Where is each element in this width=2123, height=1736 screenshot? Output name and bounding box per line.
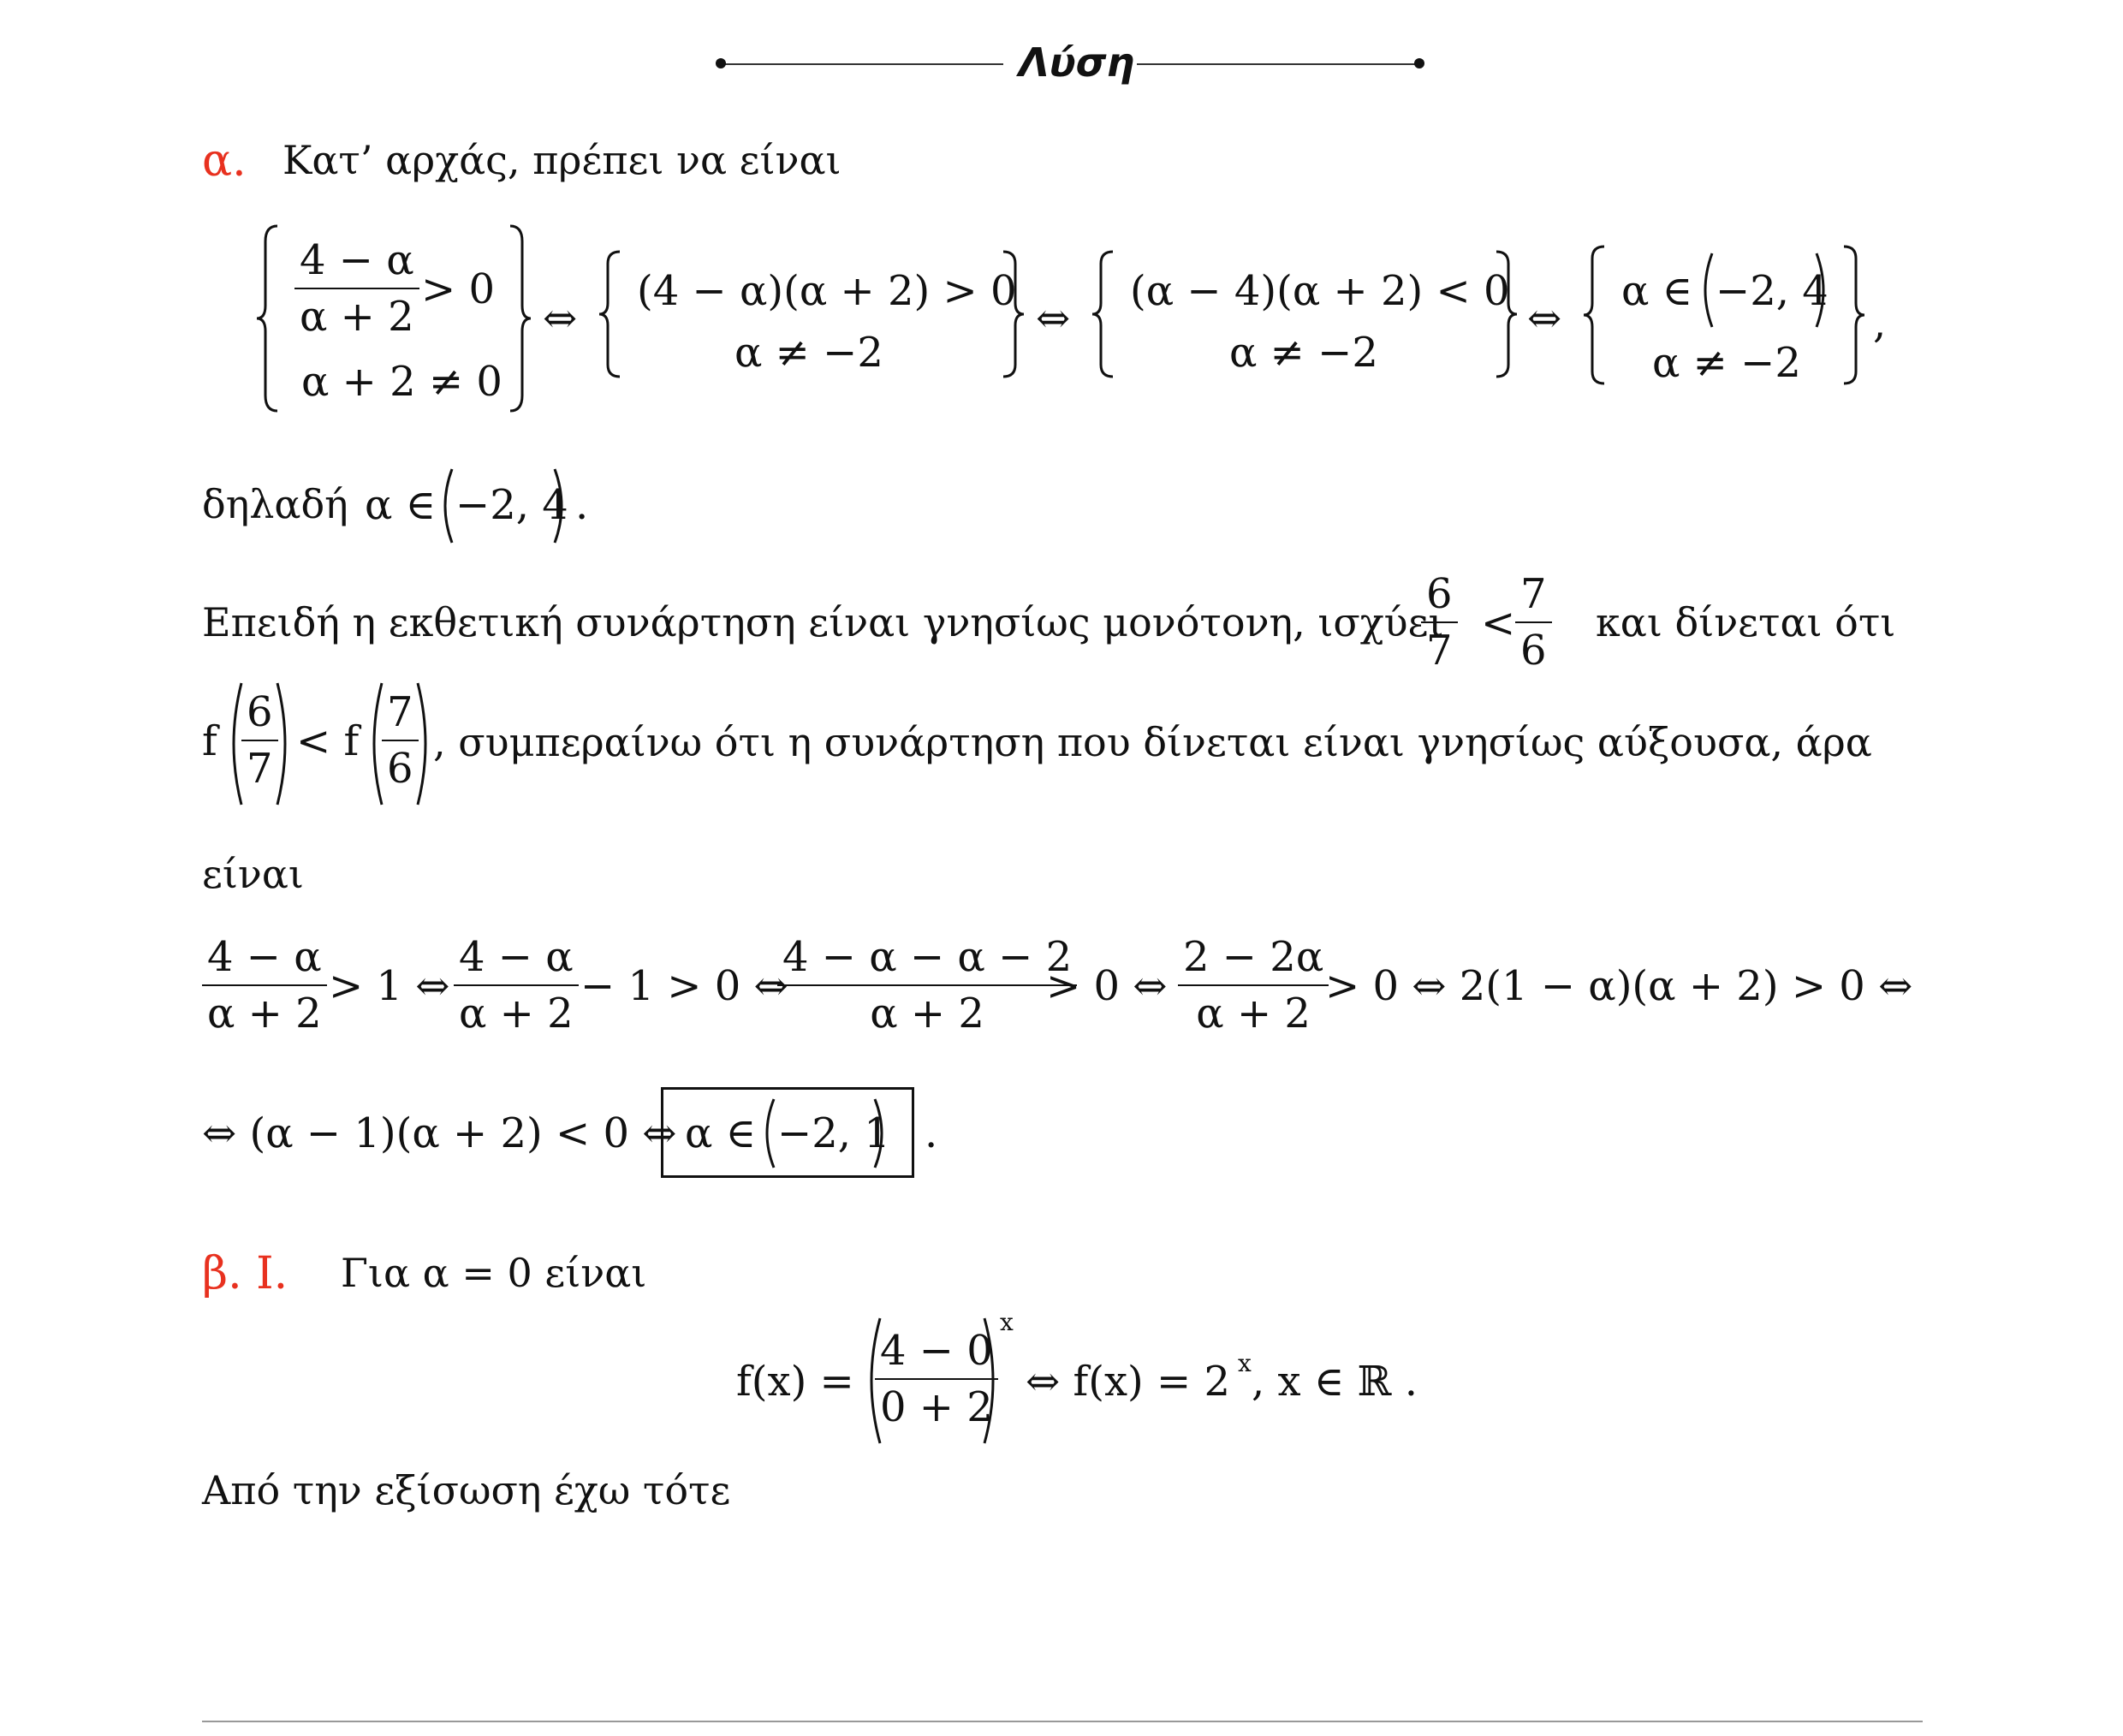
footer-rule — [202, 1721, 1923, 1722]
system4-paren-right — [1813, 252, 1830, 329]
system3-line2: α ≠ −2 — [1229, 329, 1378, 377]
result-interval: −2, 1 — [777, 1109, 890, 1157]
header-line-right — [1137, 63, 1419, 65]
system4-line1-pre: α ∈ — [1621, 267, 1693, 315]
thus-interval: −2, 4 — [455, 481, 568, 529]
f-frac2: $\frac{7}{6}$ — [382, 685, 419, 796]
system2-right-brace — [1002, 250, 1027, 378]
fx-lhs: f(x) = — [736, 1358, 854, 1406]
system4-left-brace — [1584, 245, 1609, 385]
fx-rest2: , x ∈ ℝ . — [1252, 1358, 1418, 1406]
system2-line1: (4 − α)(α + 2) > 0 — [637, 267, 1017, 315]
chain-frac1: $\frac{4 - \alpha}{\alpha + 2}$ — [202, 930, 327, 1041]
para2-end: είναι — [202, 851, 304, 897]
para2: , συμπεραίνω ότι η συνάρτηση που δίνεται είναι γνησίως αύξουσα, άρα — [433, 719, 1872, 765]
system1-fraction: $\frac{4 - \alpha}{\alpha + 2}$ — [294, 233, 419, 344]
ineq-frac2: $\frac{7}{6}$ — [1515, 567, 1552, 678]
thus-text: δηλαδή — [202, 481, 348, 527]
f-paren2-right — [414, 681, 433, 806]
fx-rest: ⇔ f(x) = 2 — [1026, 1358, 1231, 1406]
system4-line2: α ≠ −2 — [1652, 339, 1801, 387]
thus-dot: . — [575, 481, 589, 529]
ineq-rel: < — [1481, 599, 1516, 647]
part-b-outro: Από την εξίσωση έχω τότε — [202, 1467, 731, 1513]
ineq-frac1: $\frac{6}{7}$ — [1421, 567, 1458, 678]
system3-right-brace — [1495, 250, 1520, 378]
system1-cond: α + 2 ≠ 0 — [301, 358, 503, 406]
part-a-intro: Κατ’ αρχάς, πρέπει να είναι — [282, 137, 841, 183]
system2-left-brace — [599, 250, 625, 378]
system4-right-brace — [1842, 245, 1868, 385]
result-pre: α ∈ — [685, 1109, 757, 1157]
chain2: ⇔ (α − 1)(α + 2) < 0 ⇔ — [202, 1109, 677, 1157]
f-paren1-right — [274, 681, 293, 806]
chain-s1: > 1 ⇔ — [329, 962, 450, 1010]
fx-frac: $\frac{4 - 0}{0 + 2}$ — [875, 1323, 998, 1435]
system3-left-brace — [1092, 250, 1118, 378]
chain-frac3: $\frac{4 - \alpha - \alpha - 2}{\alpha + 2}$ — [777, 930, 1077, 1041]
system1-right-brace — [508, 224, 534, 413]
iff-1: ⇔ — [543, 294, 578, 342]
thus-paren-left — [438, 467, 455, 544]
header-dot-right — [1414, 58, 1424, 68]
part-b-intro: Για α = 0 είναι — [341, 1250, 647, 1296]
system4-line1-interval: −2, 4 — [1716, 267, 1829, 315]
system2-line2: α ≠ −2 — [734, 329, 883, 377]
chain-frac2: $\frac{4 - \alpha}{\alpha + 2}$ — [454, 930, 579, 1041]
header-line-left — [721, 63, 1003, 65]
system-comma: , — [1873, 300, 1887, 348]
chain-frac4: $\frac{2 - 2\alpha}{\alpha + 2}$ — [1178, 930, 1329, 1041]
header-dot-left — [716, 58, 726, 68]
result-paren-right — [871, 1097, 889, 1169]
system1-left-brace — [257, 224, 282, 413]
thus-paren-right — [551, 467, 568, 544]
f-left: f — [202, 717, 217, 765]
chain-s3: > 0 ⇔ — [1046, 962, 1168, 1010]
fx-paren-right — [981, 1317, 1002, 1445]
system1-rel: > 0 — [421, 265, 496, 313]
f-frac1: $\frac{6}{7}$ — [241, 685, 278, 796]
f-rel: < f — [296, 717, 360, 765]
para1: Επειδή η εκθετική συνάρτηση είναι γνησίως μονότονη, ισχύει — [202, 599, 1444, 645]
fx-exp2: x — [1238, 1349, 1252, 1377]
result-dot: . — [925, 1109, 938, 1157]
chain-s2: − 1 > 0 ⇔ — [580, 962, 788, 1010]
result-paren-left — [760, 1097, 777, 1169]
system4-paren-left — [1698, 252, 1716, 329]
chain-s4: > 0 ⇔ 2(1 − α)(α + 2) > 0 ⇔ — [1325, 962, 1913, 1010]
iff-2: ⇔ — [1036, 294, 1071, 342]
fx-exp: x — [1000, 1308, 1014, 1336]
thus-pre: α ∈ — [365, 481, 437, 529]
part-a-label: α. — [202, 135, 247, 187]
header-title: Λύση — [1019, 39, 1135, 86]
iff-3: ⇔ — [1527, 294, 1562, 342]
para1-end: και δίνεται ότι — [1596, 599, 1896, 645]
system3-line1: (α − 4)(α + 2) < 0 — [1130, 267, 1510, 315]
part-b-label: β. Ι. — [202, 1248, 288, 1299]
